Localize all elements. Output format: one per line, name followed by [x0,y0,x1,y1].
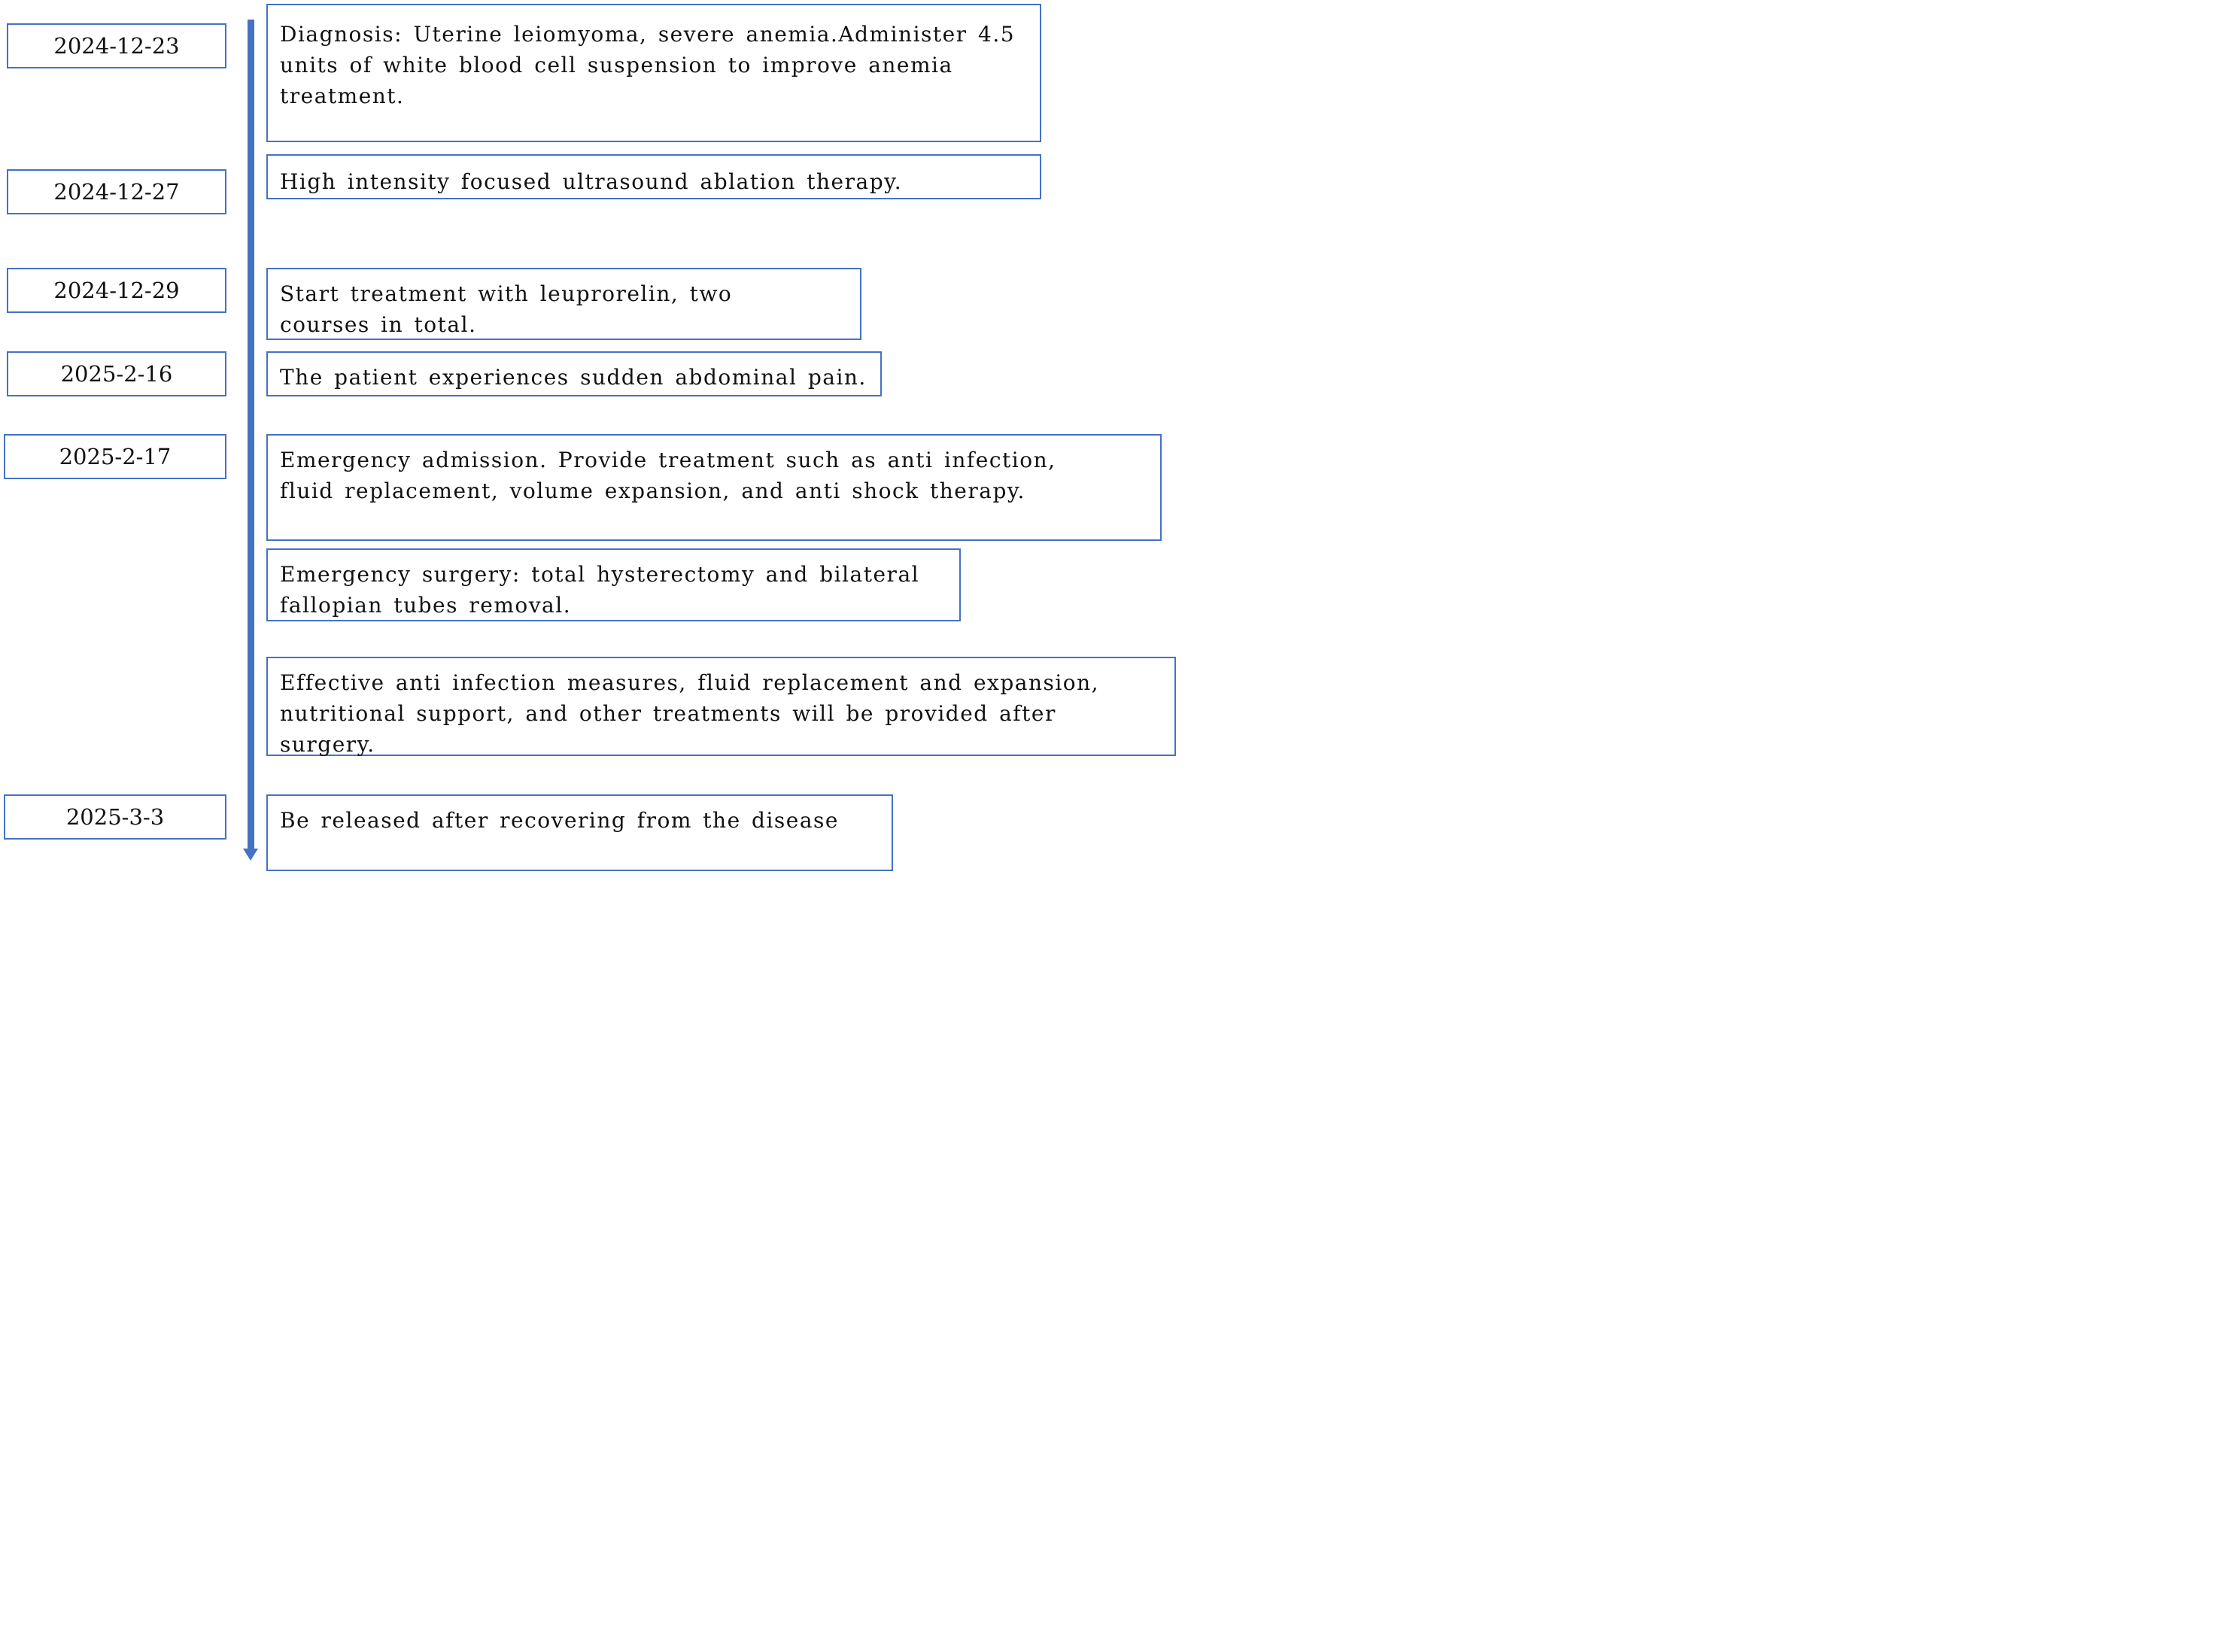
date-box-1: 2024-12-23 [7,23,226,68]
event-box-8: Be released after recovering from the disease [266,794,893,871]
event-box-7: Effective anti infection measures, fluid replacement and expansion, nutritional support, and other treatments will be provided after surgery. [266,657,1176,756]
event-box-5: Emergency admission. Provide treatment such as anti infection, fluid replacement, volume expansion, and anti shock therapy. [266,434,1162,541]
event-box-4: The patient experiences sudden abdominal pain. [266,351,882,396]
date-box-5: 2025-2-17 [4,434,226,479]
event-box-1: Diagnosis: Uterine leiomyoma, severe anemia.Administer 4.5 units of white blood cell suspension to improve anemia treatment. [266,4,1041,142]
event-box-6: Emergency surgery: total hysterectomy and bilateral fallopian tubes removal. [266,548,961,621]
timeline-axis [248,20,254,850]
timeline-arrow-icon [243,849,258,861]
date-box-2: 2024-12-27 [7,169,226,214]
date-box-3: 2024-12-29 [7,268,226,313]
event-box-2: High intensity focused ultrasound ablation therapy. [266,154,1041,199]
date-box-4: 2025-2-16 [7,351,226,396]
event-box-3: Start treatment with leuprorelin, two courses in total. [266,268,861,340]
date-box-6: 2025-3-3 [4,794,226,840]
